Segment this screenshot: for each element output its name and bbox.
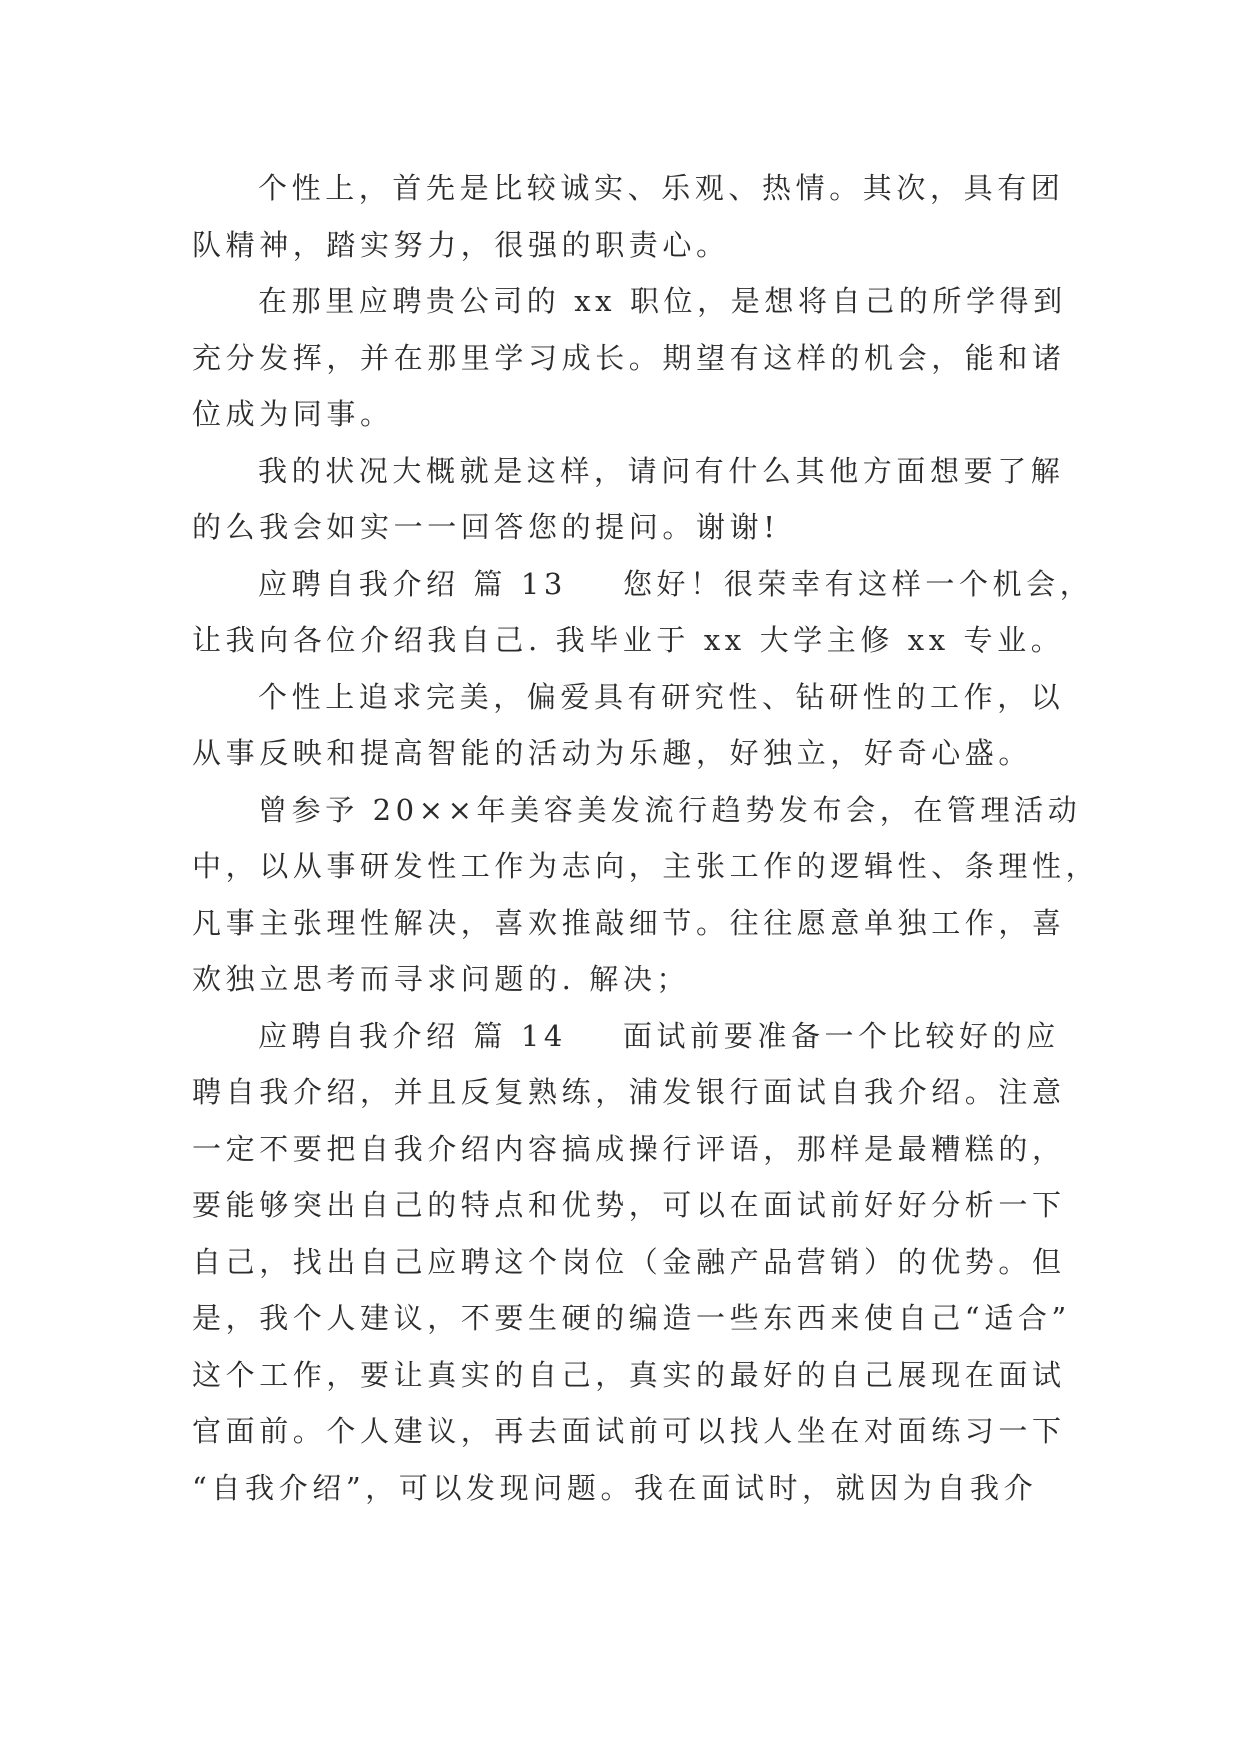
- paragraph-line: 的么我会如实一一回答您的提问。谢谢!: [192, 510, 780, 544]
- paragraph-line: “自我介绍”，可以发现问题。我在面试时，就因为自我介: [192, 1470, 1038, 1505]
- paragraph-line: 从事反映和提高智能的活动为乐趣，好独立，好奇心盛。: [192, 736, 1033, 770]
- paragraph-line: 位成为同事。: [192, 397, 394, 431]
- paragraph-line: 曾参予 20××年美容美发流行趋势发布会，在管理活动: [258, 792, 1082, 827]
- section-heading: 应聘自我介绍 篇 14: [258, 1018, 567, 1053]
- paragraph-line: 官面前。个人建议，再去面试前可以找人坐在对面练习一下: [192, 1414, 1066, 1448]
- paragraph-line: 队精神，踏实努力，很强的职责心。: [192, 227, 730, 262]
- paragraph-line: [192, 1008, 1060, 1065]
- paragraph-line: 聘自我介绍，并且反复熟练，浦发银行面试自我介绍。注意: [192, 1075, 1066, 1109]
- paragraph: [192, 782, 1100, 1008]
- paragraph-line: 让我向各位介绍我自己. 我毕业于 xx 大学主修 xx 专业。: [192, 623, 1065, 657]
- paragraph-line: 个性上追求完美，偏爱具有研究性、钻研性的工作，以: [258, 679, 1065, 714]
- paragraph-line: 在那里应聘贵公司的 xx 职位，是想将自己的所学得到: [258, 284, 1067, 318]
- paragraph-line: 我的状况大概就是这样，请问有什么其他方面想要了解: [258, 453, 1065, 488]
- section-heading: 应聘自我介绍 篇 13: [258, 566, 567, 601]
- paragraph-line: 这个工作，要让真实的自己，真实的最好的自己展现在面试: [192, 1357, 1066, 1392]
- paragraph: [192, 443, 1065, 556]
- paragraph-line-rest: 面试前要准备一个比较好的应: [622, 1018, 1060, 1053]
- paragraph-line: 是，我个人建议，不要生硬的编造一些东西来使自己“适合”: [192, 1301, 1071, 1335]
- paragraph-line: 中，以从事研发性工作为志向，主张工作的逻辑性、条理性，: [192, 849, 1100, 883]
- paragraph-line: 个性上，首先是比较诚实、乐观、热情。其次，具有团: [258, 171, 1065, 205]
- paragraph: [192, 273, 1067, 443]
- paragraph-line: 一定不要把自我介绍内容搞成操行评语，那样是最糟糕的，: [192, 1131, 1066, 1166]
- document-body: [192, 160, 1100, 1516]
- paragraph-line: 充分发挥，并在那里学习成长。期望有这样的机会，能和诸: [192, 340, 1066, 375]
- paragraph-line: 欢独立思考而寻求问题的. 解决；: [192, 962, 691, 996]
- paragraph-line-rest: 您好！很荣幸有这样一个机会，: [622, 566, 1094, 601]
- paragraph: [192, 1008, 1071, 1517]
- paragraph: [192, 160, 1065, 273]
- paragraph-line: [192, 556, 1094, 613]
- paragraph: [192, 669, 1065, 782]
- paragraph: [192, 556, 1094, 669]
- paragraph-line: 要能够突出自己的特点和优势，可以在面试前好好分析一下: [192, 1188, 1066, 1222]
- paragraph-line: 自己，找出自己应聘这个岗位（金融产品营销）的优势。但: [192, 1244, 1066, 1279]
- paragraph-line: 凡事主张理性解决，喜欢推敲细节。往往愿意单独工作，喜: [192, 905, 1066, 940]
